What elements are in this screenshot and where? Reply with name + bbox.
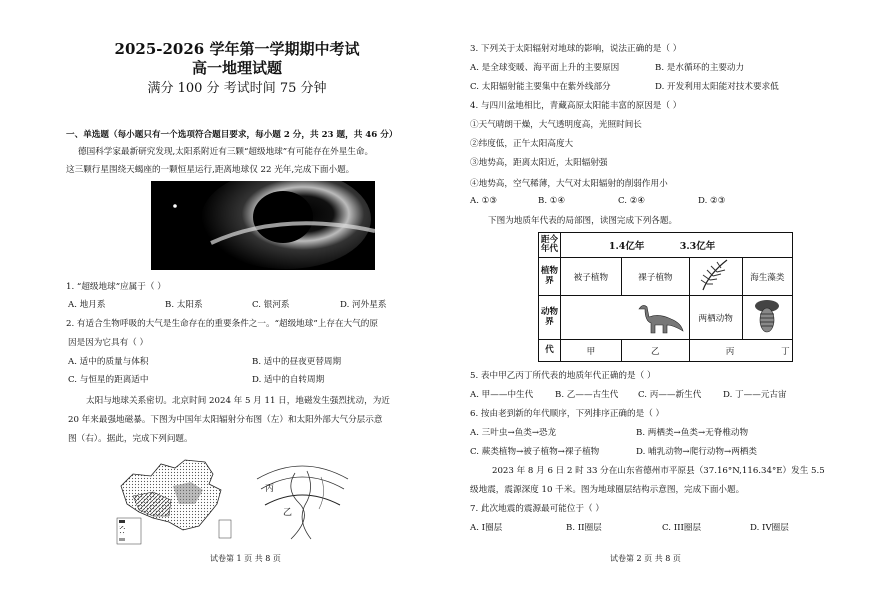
- q2-option-c[interactable]: C. 与恒星的距离适中: [68, 375, 149, 385]
- q3-option-b[interactable]: B. 是水循环的主要动力: [655, 63, 745, 73]
- sun-atmosphere-diagram: [255, 459, 350, 544]
- q3-option-a[interactable]: A. 是全球变暖、海平面上升的主要原因: [470, 63, 620, 73]
- dinosaur-icon: [560, 296, 689, 340]
- q2-option-a[interactable]: A. 适中的质量与体积: [68, 357, 149, 367]
- q5-option-a[interactable]: A. 甲——中生代: [470, 390, 534, 400]
- table-header-label: 距今年代: [539, 233, 561, 258]
- q6-option-c[interactable]: C. 蕨类植物→被子植物→裸子植物: [470, 447, 600, 457]
- era-bing-ding: [689, 340, 792, 362]
- q4-option-c[interactable]: C. ②④: [618, 196, 646, 206]
- era-jia: 甲: [560, 340, 621, 362]
- page-1-footer: 试卷第 1 页 共 8 页: [210, 554, 281, 563]
- age-3-3: 3.3亿年: [679, 241, 716, 252]
- q5-option-d[interactable]: D. 丁——元古宙: [723, 390, 787, 400]
- q1-option-d[interactable]: D. 河外星系: [340, 300, 387, 310]
- page-2-footer: 试卷第 2 页 共 8 页: [610, 554, 681, 563]
- q4-item-4: ④地势高，空气稀薄，大气对太阳辐射的削弱作用小: [470, 179, 668, 189]
- question-5: 5. 表中甲乙丙丁所代表的地质年代正确的是（ ）: [470, 371, 656, 381]
- intro-text-2: 太阳与地球关系密切。北京时间 2024 年 5 月 11 日，地磁发生强烈扰动，为近: [86, 396, 390, 406]
- era-yi: 乙: [621, 340, 689, 362]
- intro-text-2: 图（右）。据此，完成下列问题。: [68, 434, 193, 444]
- plant-row-label: 植物界: [539, 258, 561, 296]
- exam-subject: 高一地理试题: [191, 59, 282, 77]
- q4-item-3: ③地势高，距离太阳近，太阳辐射强: [470, 158, 608, 168]
- plant-gymnosperm: 裸子植物: [621, 258, 689, 296]
- q1-option-a[interactable]: A. 地月系: [68, 300, 106, 310]
- era-bing: 丙: [725, 346, 735, 357]
- black-hole-image: [151, 181, 375, 270]
- intro-text: 德国科学家最新研究发现,太阳系附近有三颗“超级地球”有可能存在外星生命。: [78, 147, 374, 157]
- q1-option-b[interactable]: B. 太阳系: [165, 300, 203, 310]
- question-3: 3. 下列关于太阳辐射对地球的影响，说法正确的是（ ）: [470, 44, 682, 54]
- era-row-label: 代: [539, 340, 561, 362]
- q5-option-b[interactable]: B. 乙——古生代: [555, 390, 619, 400]
- animal-row-label: 动物界: [539, 296, 561, 340]
- q4-item-1: ①天气晴朗干燥，大气透明度高，光照时间长: [470, 120, 642, 130]
- fern-icon: [689, 258, 742, 296]
- exam-title: 2025-2026 学年第一学期期中考试: [114, 40, 360, 58]
- question-7: 7. 此次地震的震源最可能位于（ ）: [470, 504, 604, 514]
- age-1-4: 1.4亿年: [608, 241, 645, 252]
- intro-text-3: 2023 年 8 月 6 日 2 时 33 分在山东省德州市平原县（37.16°N,116.34°E）发生 5.5: [492, 466, 825, 476]
- q5-option-c[interactable]: C. 丙——新生代: [638, 390, 702, 400]
- atmosphere-label-bing: 丙: [265, 484, 275, 494]
- intro-text: 这三颗行星围绕天蝎座的一颗恒星运行,距离地球仅 22 光年,完成下面小题。: [66, 165, 355, 175]
- geologic-time-table: [538, 232, 793, 362]
- q7-option-b[interactable]: B. II圈层: [566, 523, 602, 533]
- q6-option-b[interactable]: B. 两栖类→鱼类→无脊椎动物: [636, 428, 749, 438]
- intro-text-3: 级地震，震源深度 10 千米。图为地球圈层结构示意图，完成下面小题。: [470, 485, 745, 495]
- question-2: 2. 有适合生物呼吸的大气是生命存在的重要条件之一。“超级地球”上存在大气的原: [66, 319, 378, 329]
- q4-option-d[interactable]: D. ②③: [698, 196, 726, 206]
- q6-option-a[interactable]: A. 三叶虫→鱼类→恐龙: [470, 428, 557, 438]
- question-4: 4. 与四川盆地相比，青藏高原太阳能丰富的原因是（ ）: [470, 101, 682, 111]
- q2-option-b[interactable]: B. 适中的昼夜更替周期: [252, 357, 342, 367]
- q7-option-c[interactable]: C. III圈层: [662, 523, 702, 533]
- question-6: 6. 按由老到新的年代顺序，下列排序正确的是（ ）: [470, 409, 665, 419]
- q6-option-d[interactable]: D. 哺乳动物→爬行动物→两栖类: [636, 447, 757, 457]
- q7-option-a[interactable]: A. I圈层: [470, 523, 503, 533]
- trilobite-icon: [742, 296, 792, 340]
- q4-option-a[interactable]: A. ①③: [470, 196, 498, 206]
- atmosphere-label-yi: 乙: [283, 508, 293, 518]
- table-intro: 下图为地质年代表的局部图，读图完成下列各题。: [488, 216, 678, 226]
- plant-marine-algae: 海生藻类: [742, 258, 792, 296]
- solar-radiation-map: [113, 456, 243, 548]
- intro-text-2: 20 年来最强地磁暴。下图为中国年太阳辐射分布图（左）和太阳外部大气分层示意: [68, 415, 383, 425]
- q4-item-2: ②纬度低，正午太阳高度大: [470, 139, 574, 149]
- question-2-cont: 因是因为它具有（ ）: [68, 338, 149, 348]
- q3-option-c[interactable]: C. 太阳辐射能主要集中在紫外线部分: [470, 82, 611, 92]
- era-ding: 丁: [781, 346, 790, 357]
- question-1: 1. “超级地球”应属于（ ）: [66, 282, 166, 292]
- q1-option-c[interactable]: C. 银河系: [252, 300, 290, 310]
- animal-amphibian: 两栖动物: [689, 296, 742, 340]
- q7-option-d[interactable]: D. IV圈层: [750, 523, 789, 533]
- table-header-ages: [560, 233, 792, 258]
- exam-info: 满分 100 分 考试时间 75 分钟: [147, 81, 327, 96]
- q3-option-d[interactable]: D. 开发利用太阳能对技术要求低: [655, 82, 779, 92]
- plant-angiosperm: 被子植物: [560, 258, 621, 296]
- q4-option-b[interactable]: B. ①④: [538, 196, 566, 206]
- q2-option-d[interactable]: D. 适中的自转周期: [252, 375, 325, 385]
- section-heading: 一、单选题（每小题只有一个选项符合题目要求，每小题 2 分，共 23 题，共 46 分）: [66, 130, 398, 140]
